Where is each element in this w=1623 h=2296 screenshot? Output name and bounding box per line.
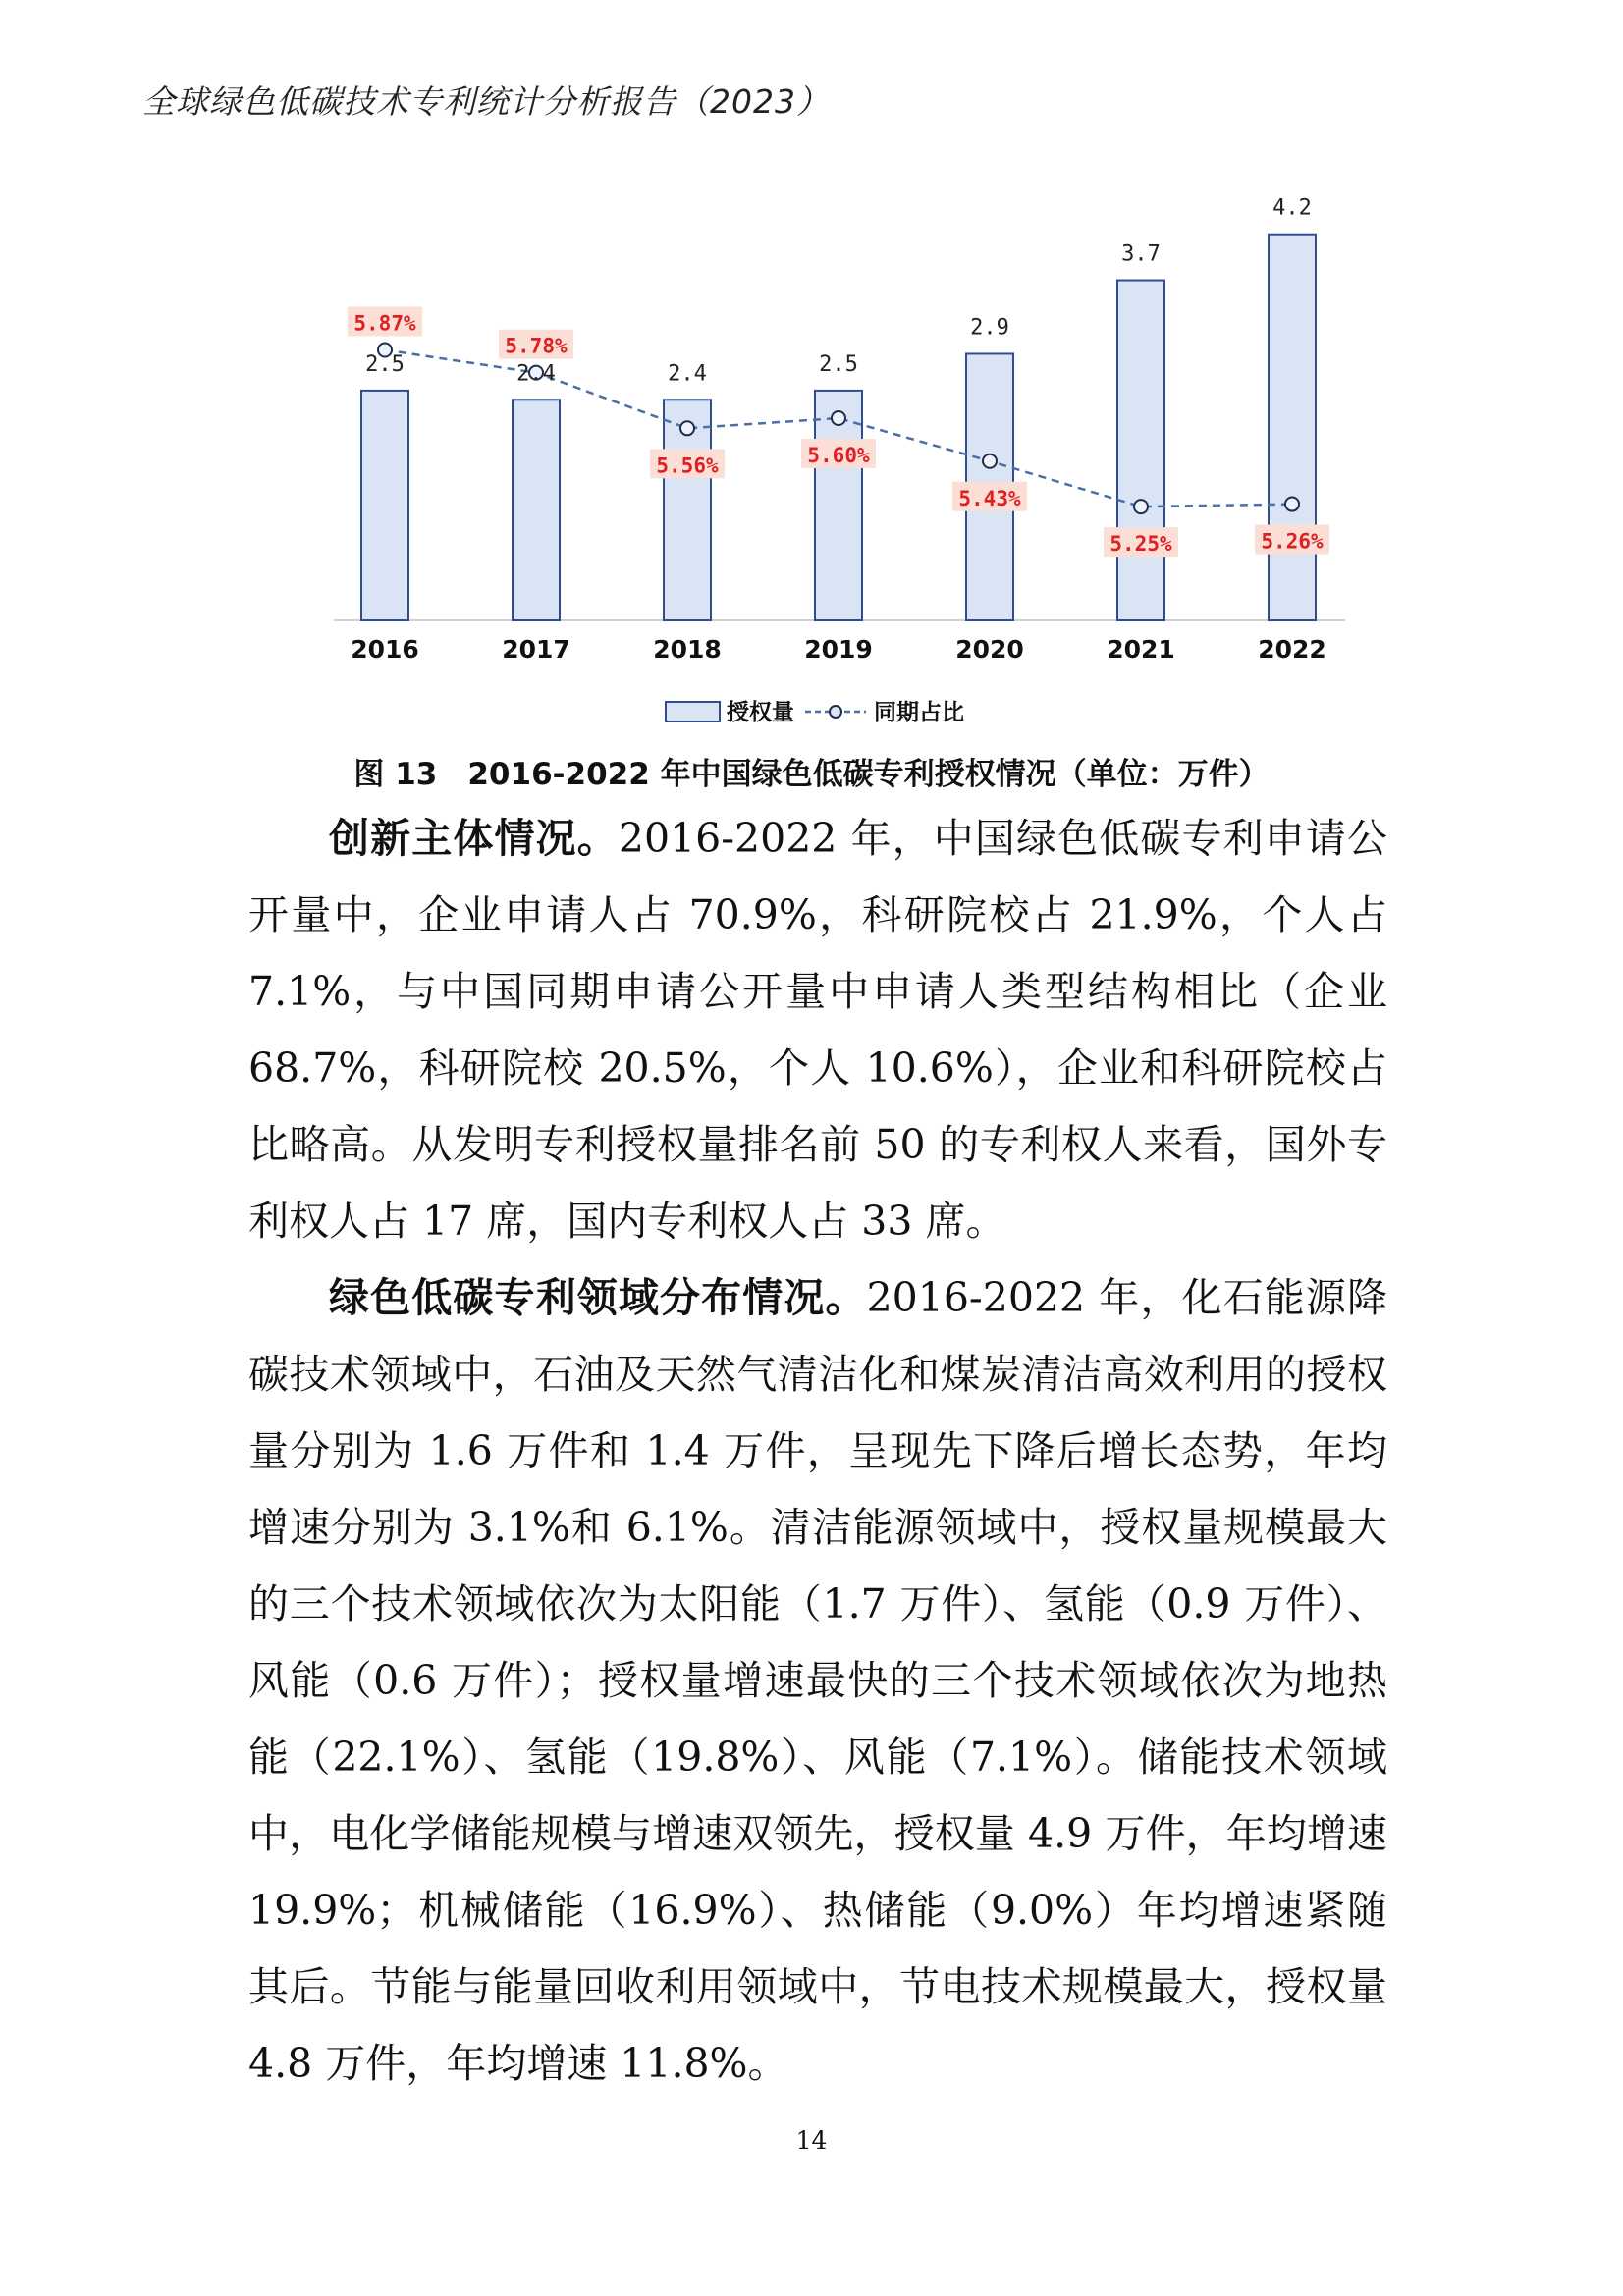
legend-bar-swatch xyxy=(666,702,720,721)
body-text xyxy=(248,800,1387,2102)
share-value-label: 5.87% xyxy=(353,311,416,336)
share-point-2022 xyxy=(1285,498,1299,511)
share-value-label: 5.56% xyxy=(656,454,719,478)
share-value-label: 5.78% xyxy=(505,334,568,358)
running-header: 全球绿色低碳技术专利统计分析报告（2023） xyxy=(142,82,830,121)
bar-value-label: 2.9 xyxy=(970,315,1009,341)
x-tick-label: 2022 xyxy=(1258,635,1326,664)
figure-caption: 图 13 2016-2022 年中国绿色低碳专利授权情况（单位：万件） xyxy=(353,757,1270,792)
x-tick-label: 2018 xyxy=(653,635,722,664)
share-point-2020 xyxy=(983,454,997,468)
bar-2017 xyxy=(513,400,560,620)
paragraph-body: 2016-2022 年，中国绿色低碳专利申请公开量中，企业申请人占 70.9%，科研院校占 21.9%，个人占 7.1%，与中国同期申请公开量中申请人类型结构相比（企业 68.7%，科研院校 20.5%，个人 10.6%），企业和科研院校占比略高。从发明专利授权量排名前 50 的专利权人来看，国外专利权人占 17 席，国内专利权人占 33 席。 xyxy=(248,815,1388,1245)
bar-value-label: 3.7 xyxy=(1121,241,1161,267)
bar-value-label: 2.4 xyxy=(516,361,556,387)
bar-2021 xyxy=(1117,281,1164,620)
share-value-label: 5.25% xyxy=(1109,532,1172,557)
share-point-2021 xyxy=(1134,500,1148,513)
chart-legend xyxy=(666,699,964,725)
bar-2022 xyxy=(1269,235,1316,620)
legend-line-marker xyxy=(830,706,841,718)
paragraph-innovation-subjects xyxy=(248,800,1387,1259)
legend-bar-label: 授权量 xyxy=(727,700,794,725)
x-tick-label: 2020 xyxy=(955,635,1024,664)
bar-value-label: 4.2 xyxy=(1272,195,1312,221)
patent-grant-chart xyxy=(295,177,1365,736)
x-tick-label: 2017 xyxy=(502,635,570,664)
bar-value-label: 2.5 xyxy=(365,351,405,377)
paragraph-lead: 创新主体情况。 xyxy=(329,815,619,862)
share-value-label: 5.26% xyxy=(1261,529,1324,554)
paragraph-body: 2016-2022 年，化石能源降碳技术领域中，石油及天然气清洁化和煤炭清洁高效利用的授权量分别为 1.6 万件和 1.4 万件，呈现先下降后增长态势，年均增速分别为 3.1%和 6.1%。清洁能源领域中，授权量规模最大的三个技术领域依次为太阳能（1.7 万件）、氢能（0.9 万件）、风能（0.6 万件）；授权量增速最快的三个技术领域依次为地热能（22.1%）、氢能（19.8%）、风能（7.1%）。储能技术领域中，电化学储能规模与增速双领先，授权量 4.9 万件，年均增速 19.9%；机械储能（16.9%）、热储能（9.0%）年均增速紧随其后。节能与能量回收利用领域中，节电技术规模最大，授权量 4.8 万件，年均增速 11.8%。 xyxy=(248,1274,1387,2087)
share-point-2019 xyxy=(832,411,845,425)
legend-line-label: 同期占比 xyxy=(874,700,964,725)
x-tick-label: 2021 xyxy=(1107,635,1175,664)
bar-value-label: 2.5 xyxy=(819,351,858,377)
share-point-2018 xyxy=(680,421,694,435)
page-number: 14 xyxy=(795,2126,828,2155)
x-tick-label: 2019 xyxy=(804,635,873,664)
bar-2016 xyxy=(361,391,408,620)
bar-value-label: 2.4 xyxy=(668,361,707,387)
share-value-label: 5.43% xyxy=(958,486,1021,510)
share-value-label: 5.60% xyxy=(807,444,870,467)
paragraph-field-distribution xyxy=(248,1259,1387,2102)
x-tick-label: 2016 xyxy=(351,635,419,664)
paragraph-lead: 绿色低碳专利领域分布情况。 xyxy=(329,1274,867,1321)
